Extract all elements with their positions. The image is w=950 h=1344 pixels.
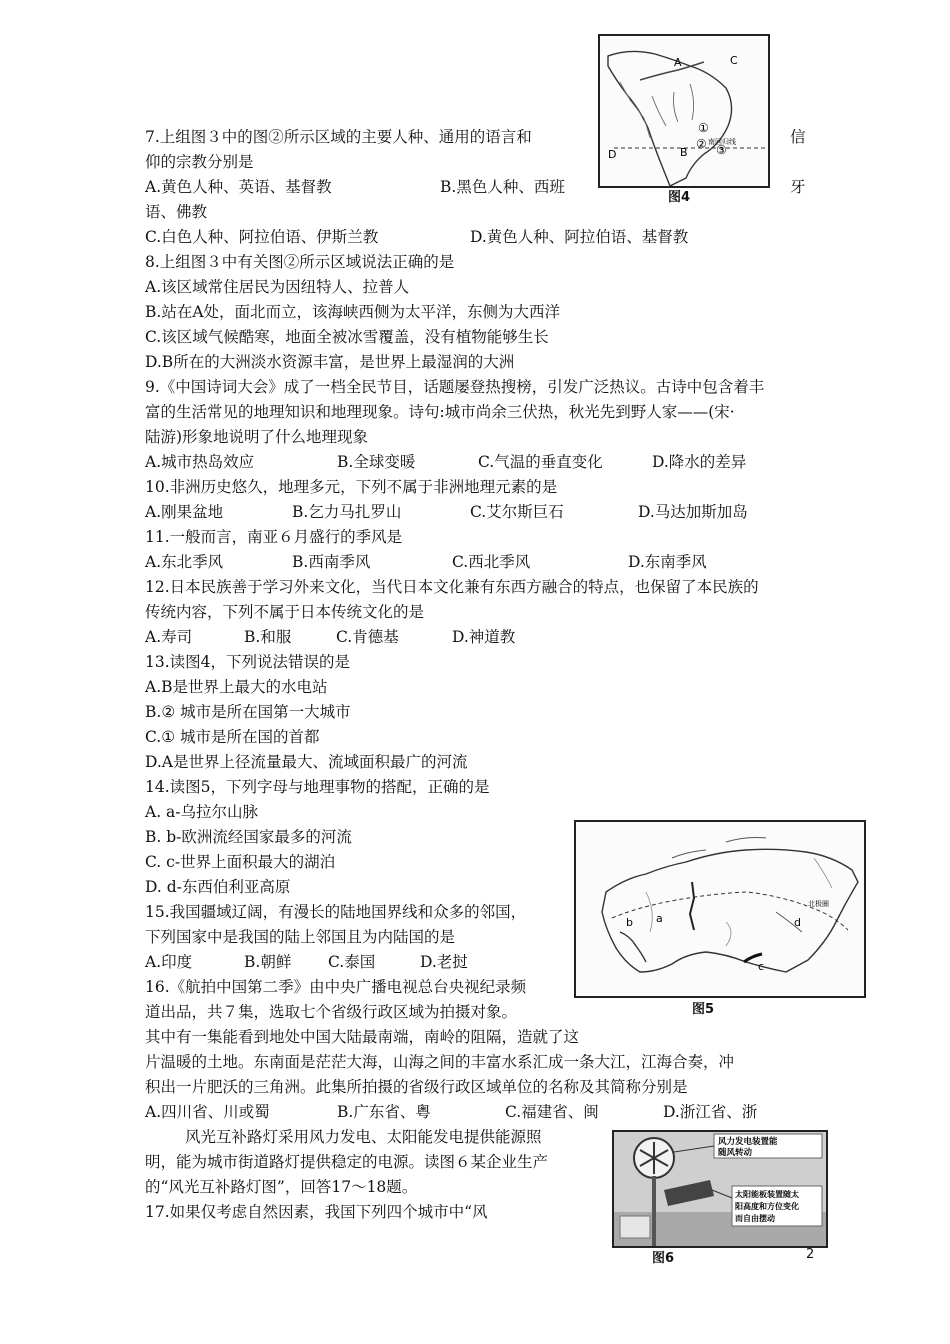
callout-solar-line3: 而自由摆动 <box>735 1214 775 1223</box>
q16-option-b: B.广东省、粤 <box>337 1103 431 1121</box>
figure-6-streetlight-photo <box>612 1130 828 1248</box>
label-a: a <box>656 912 663 925</box>
q7-option-b-line2: 语、佛教 <box>145 203 208 221</box>
q10-option-d: D.马达加斯加岛 <box>638 503 748 521</box>
intro-paragraph-line1: 风光互补路灯采用风力发电、太阳能发电提供能源照 <box>185 1128 542 1146</box>
q16-stem-line3: 其中有一集能看到地处中国大陆最南端，南岭的阻隔，造就了这 <box>145 1028 580 1046</box>
river-b <box>620 932 646 962</box>
figure-4-caption: 图4 <box>668 190 691 205</box>
q17-stem: 17.如果仅考虑自然因素，我国下列四个城市中“风 <box>145 1203 488 1221</box>
q9-option-b: B.全球变暖 <box>337 453 416 471</box>
q9-option-d: D.降水的差异 <box>652 453 747 471</box>
q9-stem-line3: 陆游)形象地说明了什么地理现象 <box>145 428 369 446</box>
label-c: C <box>730 54 738 67</box>
callout-wind-line2: 随风转动 <box>718 1148 753 1158</box>
q11-option-c: C.西北季风 <box>452 553 531 571</box>
q11-option-d: D.东南季风 <box>628 553 707 571</box>
lamp-pole <box>652 1176 656 1246</box>
q16-option-d: D.浙江省、浙 <box>663 1103 758 1121</box>
q14-option-b: B. b-欧洲流经国家最多的河流 <box>145 828 352 846</box>
q7-option-b-continued: 牙 <box>790 178 806 196</box>
label-circle-3: ③ <box>716 143 727 157</box>
rivers <box>646 858 832 946</box>
q9-stem: 9.《中国诗词大会》成了一档全民节目，话题屡登热搜榜，引发广泛热议。古诗中包含着丰 <box>145 378 765 396</box>
q13-option-b: B.② 城市是所在国第一大城市 <box>145 703 351 721</box>
label-c: c <box>758 960 765 973</box>
border-lines <box>620 82 650 138</box>
q14-option-d: D. d-东西伯利亚高原 <box>145 878 291 896</box>
q10-stem: 10.非洲历史悠久，地理多元，下列不属于非洲地理元素的是 <box>145 478 558 496</box>
figure-6-drawing <box>614 1132 826 1246</box>
figure-4-south-america-map <box>598 34 770 188</box>
callout-solar-line1: 太阳能板装置随太 <box>735 1190 799 1199</box>
building <box>620 1216 650 1238</box>
callout-solar-line2: 阳高度和方位变化 <box>735 1202 799 1211</box>
q12-option-b: B.和服 <box>244 628 292 646</box>
intro-paragraph-line3: 的“风光互补路灯图”，回答17～18题。 <box>145 1178 418 1196</box>
q12-option-c: C.肯德基 <box>336 628 399 646</box>
q7-stem-continued: 信 <box>790 128 806 146</box>
q11-option-a: A.东北季风 <box>145 553 224 571</box>
q10-option-c: C.艾尔斯巨石 <box>470 503 564 521</box>
q10-option-b: B.乞力马扎罗山 <box>292 503 402 521</box>
q7-option-a: A.黄色人种、英语、基督教 <box>145 178 332 196</box>
q13-stem: 13.读图4，下列说法错误的是 <box>145 653 351 671</box>
q8-option-d: D.B所在的大洲淡水资源丰富，是世界上最湿润的大洲 <box>145 353 515 371</box>
q16-stem: 16.《航拍中国第二季》由中央广播电视总台央视纪录频 <box>145 978 527 996</box>
arctic-circle-line <box>612 892 848 930</box>
q13-option-d: D.A是世界上径流量最大、流域面积最广的河流 <box>145 753 468 771</box>
q7-stem-line2: 仰的宗教分别是 <box>145 153 254 171</box>
q16-option-c: C.福建省、闽 <box>505 1103 599 1121</box>
q16-option-a: A.四川省、川或蜀 <box>145 1103 270 1121</box>
callout-wind-line1: 风力发电装置能 <box>718 1137 778 1147</box>
q16-stem-line4: 片温暖的土地。东南面是茫茫大海，山海之间的丰富水系汇成一条大江，江海合奏，冲 <box>145 1053 735 1071</box>
q7-option-d: D.黄色人种、阿拉伯语、基督教 <box>470 228 689 246</box>
q8-option-a: A.该区域常住居民为因纽特人、拉普人 <box>145 278 410 296</box>
q14-option-a: A. a-乌拉尔山脉 <box>145 803 259 821</box>
q12-stem: 12.日本民族善于学习外来文化，当代日本文化兼有东西方融合的特点，也保留了本民族的 <box>145 578 759 596</box>
label-d: D <box>608 148 617 161</box>
label-circle-2: ② <box>696 137 707 151</box>
mountain-range-a <box>690 882 694 930</box>
label-arctic-circle: 北极圈 <box>808 900 829 908</box>
q13-option-a: A.B是世界上最大的水电站 <box>145 678 328 696</box>
q15-stem-line2: 下列国家中是我国的陆上邻国且为内陆国的是 <box>145 928 456 946</box>
q7-stem: 7.上组图３中的图②所示区域的主要人种、通用的语言和 <box>145 128 532 146</box>
figure-5-russia-map <box>574 820 866 998</box>
label-d: d <box>794 916 801 929</box>
label-a: A <box>674 56 682 69</box>
arctic-coast <box>672 838 766 859</box>
q8-option-c: C.该区域气候酷寒，地面全被冰雪覆盖，没有植物能够生长 <box>145 328 549 346</box>
q14-option-c: C. c-世界上面积最大的湖泊 <box>145 853 336 871</box>
page-number: 2 <box>806 1247 815 1262</box>
q12-stem-line2: 传统内容，下列不属于日本传统文化的是 <box>145 603 425 621</box>
q13-option-c: C.① 城市是所在国的首都 <box>145 728 320 746</box>
q8-option-b: B.站在A处，面北而立，该海峡西侧为太平洋，东侧为大西洋 <box>145 303 561 321</box>
q15-option-b: B.朝鲜 <box>244 953 292 971</box>
q15-stem: 15.我国疆域辽阔，有漫长的陆地国界线和众多的邻国， <box>145 903 527 921</box>
q9-stem-line2: 富的生活常见的地理知识和地理现象。诗句:城市尚余三伏热，秋光先到野人家——(宋· <box>145 403 735 421</box>
figure-5-drawing <box>576 822 864 996</box>
q12-option-a: A.寿司 <box>145 628 193 646</box>
q15-option-c: C.泰国 <box>328 953 376 971</box>
q15-option-a: A.印度 <box>145 953 193 971</box>
q16-stem-line5: 积出一片肥沃的三角洲。此集所拍摄的省级行政区域单位的名称及其简称分别是 <box>145 1078 688 1096</box>
q14-stem: 14.读图5，下列字母与地理事物的搭配，正确的是 <box>145 778 490 796</box>
label-b: B <box>680 146 688 159</box>
intro-paragraph-line2: 明，能为城市街道路灯提供稳定的电源。读图６某企业生产 <box>145 1153 549 1171</box>
q15-option-d: D.老挝 <box>420 953 468 971</box>
q9-option-a: A.城市热岛效应 <box>145 453 255 471</box>
q8-stem: 8.上组图３中有关图②所示区域说法正确的是 <box>145 253 455 271</box>
q12-option-d: D.神道教 <box>452 628 516 646</box>
q7-option-c: C.白色人种、阿拉伯语、伊斯兰教 <box>145 228 379 246</box>
q10-option-a: A.刚果盆地 <box>145 503 224 521</box>
tributaries <box>652 84 694 126</box>
q11-option-b: B.西南季风 <box>292 553 371 571</box>
q11-stem: 11.一般而言，南亚６月盛行的季风是 <box>145 528 403 546</box>
label-b: b <box>626 916 633 929</box>
label-circle-1: ① <box>698 121 709 135</box>
q16-stem-line2: 道出品，共７集，选取七个省级行政区域为拍摄对象。 <box>145 1003 518 1021</box>
amazon-river <box>640 62 704 80</box>
figure-4-drawing <box>600 36 768 186</box>
q7-option-b: B.黑色人种、西班 <box>440 178 565 196</box>
figure-5-caption: 图5 <box>692 1002 715 1017</box>
label-tropic: 南回归线 <box>708 138 736 146</box>
q9-option-c: C.气温的垂直变化 <box>478 453 603 471</box>
figure-6-caption: 图6 <box>652 1251 675 1266</box>
